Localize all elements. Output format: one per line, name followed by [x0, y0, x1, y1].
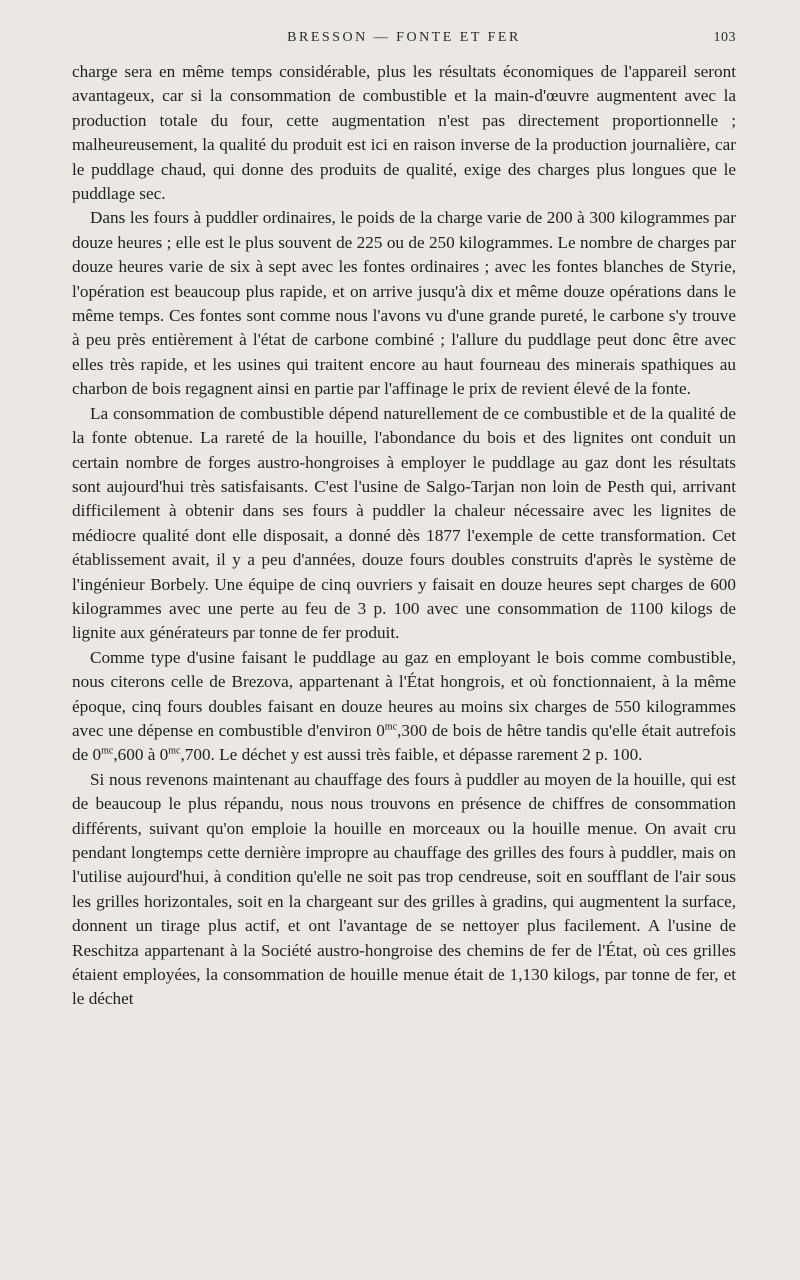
body-text [72, 60, 736, 1012]
paragraph-fuel-consumption: La consommation de combustible dépend naturellement de ce combustible et de la qualité de la fonte obtenue. La rareté de la houille, l'abondance du bois et des lignites ont conduit un certain nombre de forges austro-hongroises à employer le puddlage au gaz dont les résultats sont aujourd'hui très satisfaisants. C'est l'usine de Salgo-Tarjan non loin de Pesth qui, arrivant difficilement à obtenir dans ses fours à puddler la chaleur nécessaire avec les lignites de médiocre qualité dont elle disposait, a donné dès 1877 l'exemple de cette transformation. Cet établissement avait, il y a peu d'années, douze fours doubles construits d'après le système de l'ingénieur Borbely. Une équipe de cinq ouvriers y faisait en douze heures sept charges de 600 kilogrammes avec une perte au feu de 3 p. 100 avec une consommation de 1100 kilogs de lignite aux générateurs par tonne de fer produit. [72, 403, 736, 643]
paragraph-continued: charge sera en même temps considérable, plus les résultats économiques de l'appareil seront avantageux, car si la consommation de combustible et la main-d'œuvre augmentent avec la production totale du four, cette augmentation n'est pas directement proportionnelle ; malheureusement, la qualité du produit est ici en raison inverse de la production journalière, car le puddlage chaud, qui donne des produits de qualité, exige des charges plus longues que le puddlage sec. [72, 62, 736, 204]
paragraph-brezova [72, 646, 736, 768]
text-run: ,600 à 0 [113, 745, 169, 765]
paragraph-puddling-charges: Dans les fours à puddler ordinaires, le poids de la charge varie de 200 à 300 kilogrammes par douze heures ; elle est le plus souvent de 225 ou de 250 kilogrammes. Le nombre de charges par douze heures varie de six à sept avec les fontes ordinaires ; avec les fontes blanches de Styrie, l'opération est beaucoup plus rapide, et on arrive jusqu'à dix et même douze opérations dans le même temps. Ces fontes sont comme nous l'avons vu d'une grande pureté, le carbone s'y trouve à peu près entièrement à l'état de carbone combiné ; l'allure du puddlage peut donc être avec elles très rapide, et les usines qui traitent encore au haut fourneau des minerais spathiques au charbon de bois regagnent ainsi en partie par l'affinage le prix de revient élevé de la fonte. [72, 208, 736, 399]
unit-superscript: mc [101, 745, 114, 757]
text-run: Comme type d'usine faisant le puddlage au gaz en employant le bois comme combustible, nous citerons celle de Brezova, appartenant à l'État hongrois, et où fonctionnaient, à la même époque, cinq fours doubles faisant en douze heures au moins six charges de 550 kilogrammes avec une dépense en combustible d'environ 0 [72, 647, 736, 740]
unit-superscript: mc [168, 745, 181, 757]
page-number: 103 [713, 30, 736, 45]
text-run: ,700. Le déchet y est aussi très faible, et dépasse rarement 2 p. 100. [180, 745, 643, 765]
unit-superscript: mc [384, 721, 398, 733]
running-header [72, 30, 736, 54]
paragraph-coal-heating: Si nous revenons maintenant au chauffage des fours à puddler au moyen de la houille, qui est de beaucoup le plus répandu, nous nous trouvons en présence de chiffres de consommation différents, suivant qu'on emploie la houille en morceaux ou la houille menue. On avait cru pendant longtemps cette dernière impropre au chauffage des grilles des fours à puddler, mais on l'utilise aujourd'hui, à condition qu'elle ne soit pas trop cendreuse, soit en soufflant de l'air sous les grilles horizontales, soit en la chargeant sur des grilles à gradins, qui augmentent la surface, donnent un tirage plus actif, et ont l'avantage de se nettoyer plus facilement. A l'usine de Reschitza appartenant à la Société austro-hongroise des chemins de fer de l'État, où ces grilles étaient employées, la consommation de houille menue était de 1,130 kilogs, par tonne de fer, et le déchet [72, 769, 736, 1009]
text-run: ,300 de bois de hêtre tandis qu'elle était autrefois de 0 [72, 720, 736, 765]
running-title: BRESSON — FONTE ET FER [287, 30, 521, 45]
